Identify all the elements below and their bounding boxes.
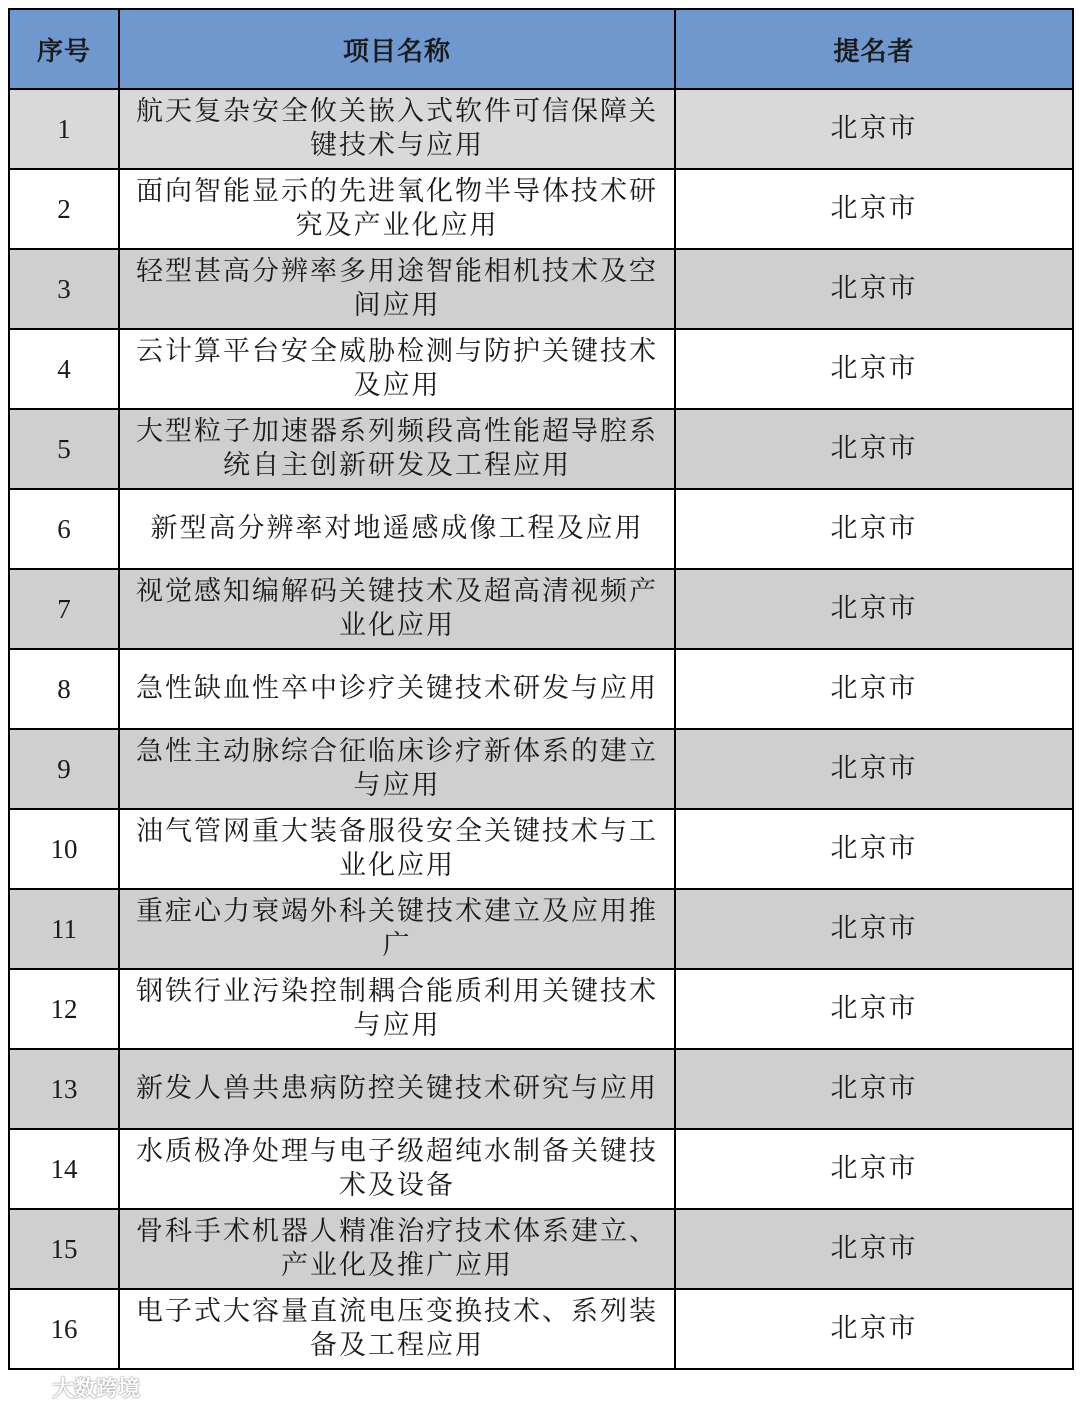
- table-row: [9, 169, 1073, 249]
- row-nominator: 北京市: [675, 249, 1073, 329]
- row-project-name: 骨科手术机器人精准治疗技术体系建立、产业化及推广应用: [119, 1209, 675, 1289]
- row-index: 15: [9, 1209, 119, 1289]
- row-nominator: 北京市: [675, 169, 1073, 249]
- row-index: 12: [9, 969, 119, 1049]
- row-index: 14: [9, 1129, 119, 1209]
- table-row: [9, 1209, 1073, 1289]
- watermark: [12, 1372, 140, 1403]
- row-nominator: 北京市: [675, 809, 1073, 889]
- row-project-name: 重症心力衰竭外科关键技术建立及应用推广: [119, 889, 675, 969]
- header-project-name: 项目名称: [119, 9, 675, 89]
- row-index: 8: [9, 649, 119, 729]
- row-index: 3: [9, 249, 119, 329]
- row-project-name: 钢铁行业污染控制耦合能质利用关键技术与应用: [119, 969, 675, 1049]
- header-index: 序号: [9, 9, 119, 89]
- table-row: [9, 969, 1073, 1049]
- row-nominator: 北京市: [675, 1289, 1073, 1369]
- table-row: [9, 809, 1073, 889]
- watermark-text: 大数跨境: [52, 1377, 141, 1402]
- row-project-name: 急性主动脉综合征临床诊疗新体系的建立与应用: [119, 729, 675, 809]
- row-project-name: 视觉感知编解码关键技术及超高清视频产业化应用: [119, 569, 675, 649]
- row-nominator: 北京市: [675, 409, 1073, 489]
- table-row: [9, 329, 1073, 409]
- row-project-name: 云计算平台安全威胁检测与防护关键技术及应用: [119, 329, 675, 409]
- project-table-container: [8, 8, 1072, 1370]
- row-index: 11: [9, 889, 119, 969]
- row-nominator: 北京市: [675, 1049, 1073, 1129]
- row-index: 4: [9, 329, 119, 409]
- row-index: 2: [9, 169, 119, 249]
- row-project-name: 新型高分辨率对地遥感成像工程及应用: [119, 489, 675, 569]
- dashuo-logo-icon: [12, 1377, 46, 1399]
- table-row: [9, 409, 1073, 489]
- table-row: [9, 249, 1073, 329]
- table-header-row: [9, 9, 1073, 89]
- row-index: 7: [9, 569, 119, 649]
- row-index: 10: [9, 809, 119, 889]
- row-index: 13: [9, 1049, 119, 1129]
- row-index: 1: [9, 89, 119, 169]
- row-project-name: 新发人兽共患病防控关键技术研究与应用: [119, 1049, 675, 1129]
- row-project-name: 轻型甚高分辨率多用途智能相机技术及空间应用: [119, 249, 675, 329]
- table-row: [9, 889, 1073, 969]
- row-index: 6: [9, 489, 119, 569]
- table-row: [9, 649, 1073, 729]
- row-project-name: 面向智能显示的先进氧化物半导体技术研究及产业化应用: [119, 169, 675, 249]
- table-row: [9, 729, 1073, 809]
- row-nominator: 北京市: [675, 489, 1073, 569]
- table-body: [9, 89, 1073, 1369]
- row-nominator: 北京市: [675, 329, 1073, 409]
- row-index: 5: [9, 409, 119, 489]
- table-row: [9, 489, 1073, 569]
- row-nominator: 北京市: [675, 649, 1073, 729]
- row-nominator: 北京市: [675, 889, 1073, 969]
- row-nominator: 北京市: [675, 89, 1073, 169]
- table-row: [9, 569, 1073, 649]
- row-nominator: 北京市: [675, 1209, 1073, 1289]
- row-project-name: 水质极净处理与电子级超纯水制备关键技术及设备: [119, 1129, 675, 1209]
- table-row: [9, 1049, 1073, 1129]
- table-row: [9, 1289, 1073, 1369]
- header-nominator: 提名者: [675, 9, 1073, 89]
- row-project-name: 油气管网重大装备服役安全关键技术与工业化应用: [119, 809, 675, 889]
- row-project-name: 急性缺血性卒中诊疗关键技术研发与应用: [119, 649, 675, 729]
- row-project-name: 电子式大容量直流电压变换技术、系列装备及工程应用: [119, 1289, 675, 1369]
- row-index: 16: [9, 1289, 119, 1369]
- row-index: 9: [9, 729, 119, 809]
- row-nominator: 北京市: [675, 1129, 1073, 1209]
- project-table: [8, 8, 1074, 1370]
- row-nominator: 北京市: [675, 569, 1073, 649]
- row-project-name: 航天复杂安全攸关嵌入式软件可信保障关键技术与应用: [119, 89, 675, 169]
- row-project-name: 大型粒子加速器系列频段高性能超导腔系统自主创新研发及工程应用: [119, 409, 675, 489]
- row-nominator: 北京市: [675, 729, 1073, 809]
- table-row: [9, 89, 1073, 169]
- row-nominator: 北京市: [675, 969, 1073, 1049]
- table-row: [9, 1129, 1073, 1209]
